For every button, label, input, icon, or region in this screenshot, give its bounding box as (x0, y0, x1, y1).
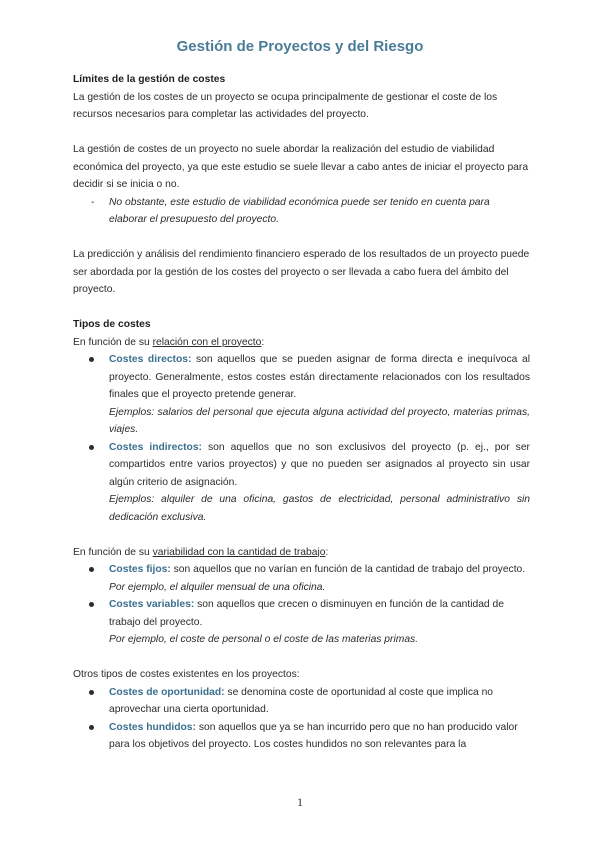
example-text: Ejemplos: alquiler de una oficina, gastos de electricidad, personal administrativo sin dedicación exclusiva. (109, 494, 530, 523)
term: Costes variables: (109, 599, 195, 610)
group-intro: En función de su relación con el proyecto: (73, 336, 265, 348)
bullet-dot (89, 445, 94, 450)
list-item: Costes variables: son aquellos que crecen o disminuyen en función de la cantidad de trabajo del proyecto. Por ejemplo, el coste de personal o el coste de las materias primas. (73, 596, 530, 649)
underlined-phrase: variabilidad con la cantidad de trabajo (152, 546, 326, 558)
paragraph: La gestión de los costes de un proyecto se ocupa principalmente de gestionar el coste de los recursos necesarios para completar las actividades del proyecto. (73, 91, 498, 120)
list-item: Costes hundidos: son aquellos que ya se han incurrido pero que no han producido valor para los objetivos del proyecto. Los costes hundidos no son relevantes para la (73, 719, 530, 754)
term: Costes hundidos: (109, 721, 196, 733)
list-item: Costes de oportunidad: se denomina coste de oportunidad al coste que implica no aprovechar una cierta oportunidad. (73, 684, 530, 719)
section-heading-limites: Límites de la gestión de costes (73, 74, 226, 85)
document-body (73, 71, 530, 754)
dash-list-item (73, 194, 530, 229)
bullet-dot (89, 690, 94, 695)
bullet-dot (89, 567, 94, 572)
term: Costes indirectos: (109, 441, 202, 453)
list-item: Costes directos: son aquellos que se pueden asignar de forma directa e inequívoca al proyecto. Generalmente, estos costes están directamente relacionados con los resultados finales que el proyecto pretende generar. Ejemplos: salarios del personal que ejecuta alguna actividad del proyecto, materias primas, viajes. (73, 351, 530, 439)
paragraph: La gestión de costes de un proyecto no suele abordar la realización del estudio de viabilidad económica del proyecto, ya que este estudio se suele llevar a cabo antes de iniciar el proyecto para decidir si se inicia o no. (73, 144, 529, 190)
paragraph: La predicción y análisis del rendimiento financiero esperado de los resultados de un proyecto puede ser abordada por la gestión de los costes del proyecto o ser llevada a cabo fuera del ámbito del proyecto. (73, 249, 530, 295)
bullet-list (73, 351, 530, 526)
section-heading-tipos: Tipos de costes (73, 319, 151, 330)
bullet-dot (89, 602, 94, 607)
term: Costes de oportunidad: (109, 686, 225, 698)
list-item: Costes indirectos: son aquellos que no son exclusivos del proyecto (p. ej., por ser compartidos entre varios proyectos) y que no pueden ser asignados al proyecto sin usar algún criterio de asignación. Ejemplos: alquiler de una oficina, gastos de electricidad, personal administrativo sin dedicación exclusiva. (73, 439, 530, 527)
example-text: Por ejemplo, el coste de personal o el coste de las materias primas. (109, 634, 419, 645)
list-item: Costes fijos: son aquellos que no varían en función de la cantidad de trabajo del proyecto. Por ejemplo, el alquiler mensual de una oficina. (73, 561, 530, 596)
underlined-phrase: relación con el proyecto (152, 336, 262, 348)
term: Costes fijos: (109, 564, 171, 575)
bullet-dot (89, 725, 94, 730)
bullet-list (73, 684, 530, 754)
example-text: Por ejemplo, el alquiler mensual de una oficina. (109, 581, 326, 593)
dash-marker: - (91, 196, 95, 208)
term: Costes directos: (109, 354, 192, 365)
bullet-dot (89, 357, 94, 362)
bullet-list (73, 561, 530, 649)
group-intro: Otros tipos de costes existentes en los proyectos: (73, 669, 300, 680)
group-intro: En función de su variabilidad con la cantidad de trabajo: (73, 546, 329, 558)
page-title: Gestión de Proyectos y del Riesgo (176, 38, 424, 55)
dash-item-text: No obstante, este estudio de viabilidad económica puede ser tenido en cuenta para elaborar el presupuesto del proyecto. (109, 196, 490, 225)
page-number: 1 (297, 795, 303, 809)
example-text: Ejemplos: salarios del personal que ejecuta alguna actividad del proyecto, materias primas, viajes. (109, 406, 530, 435)
